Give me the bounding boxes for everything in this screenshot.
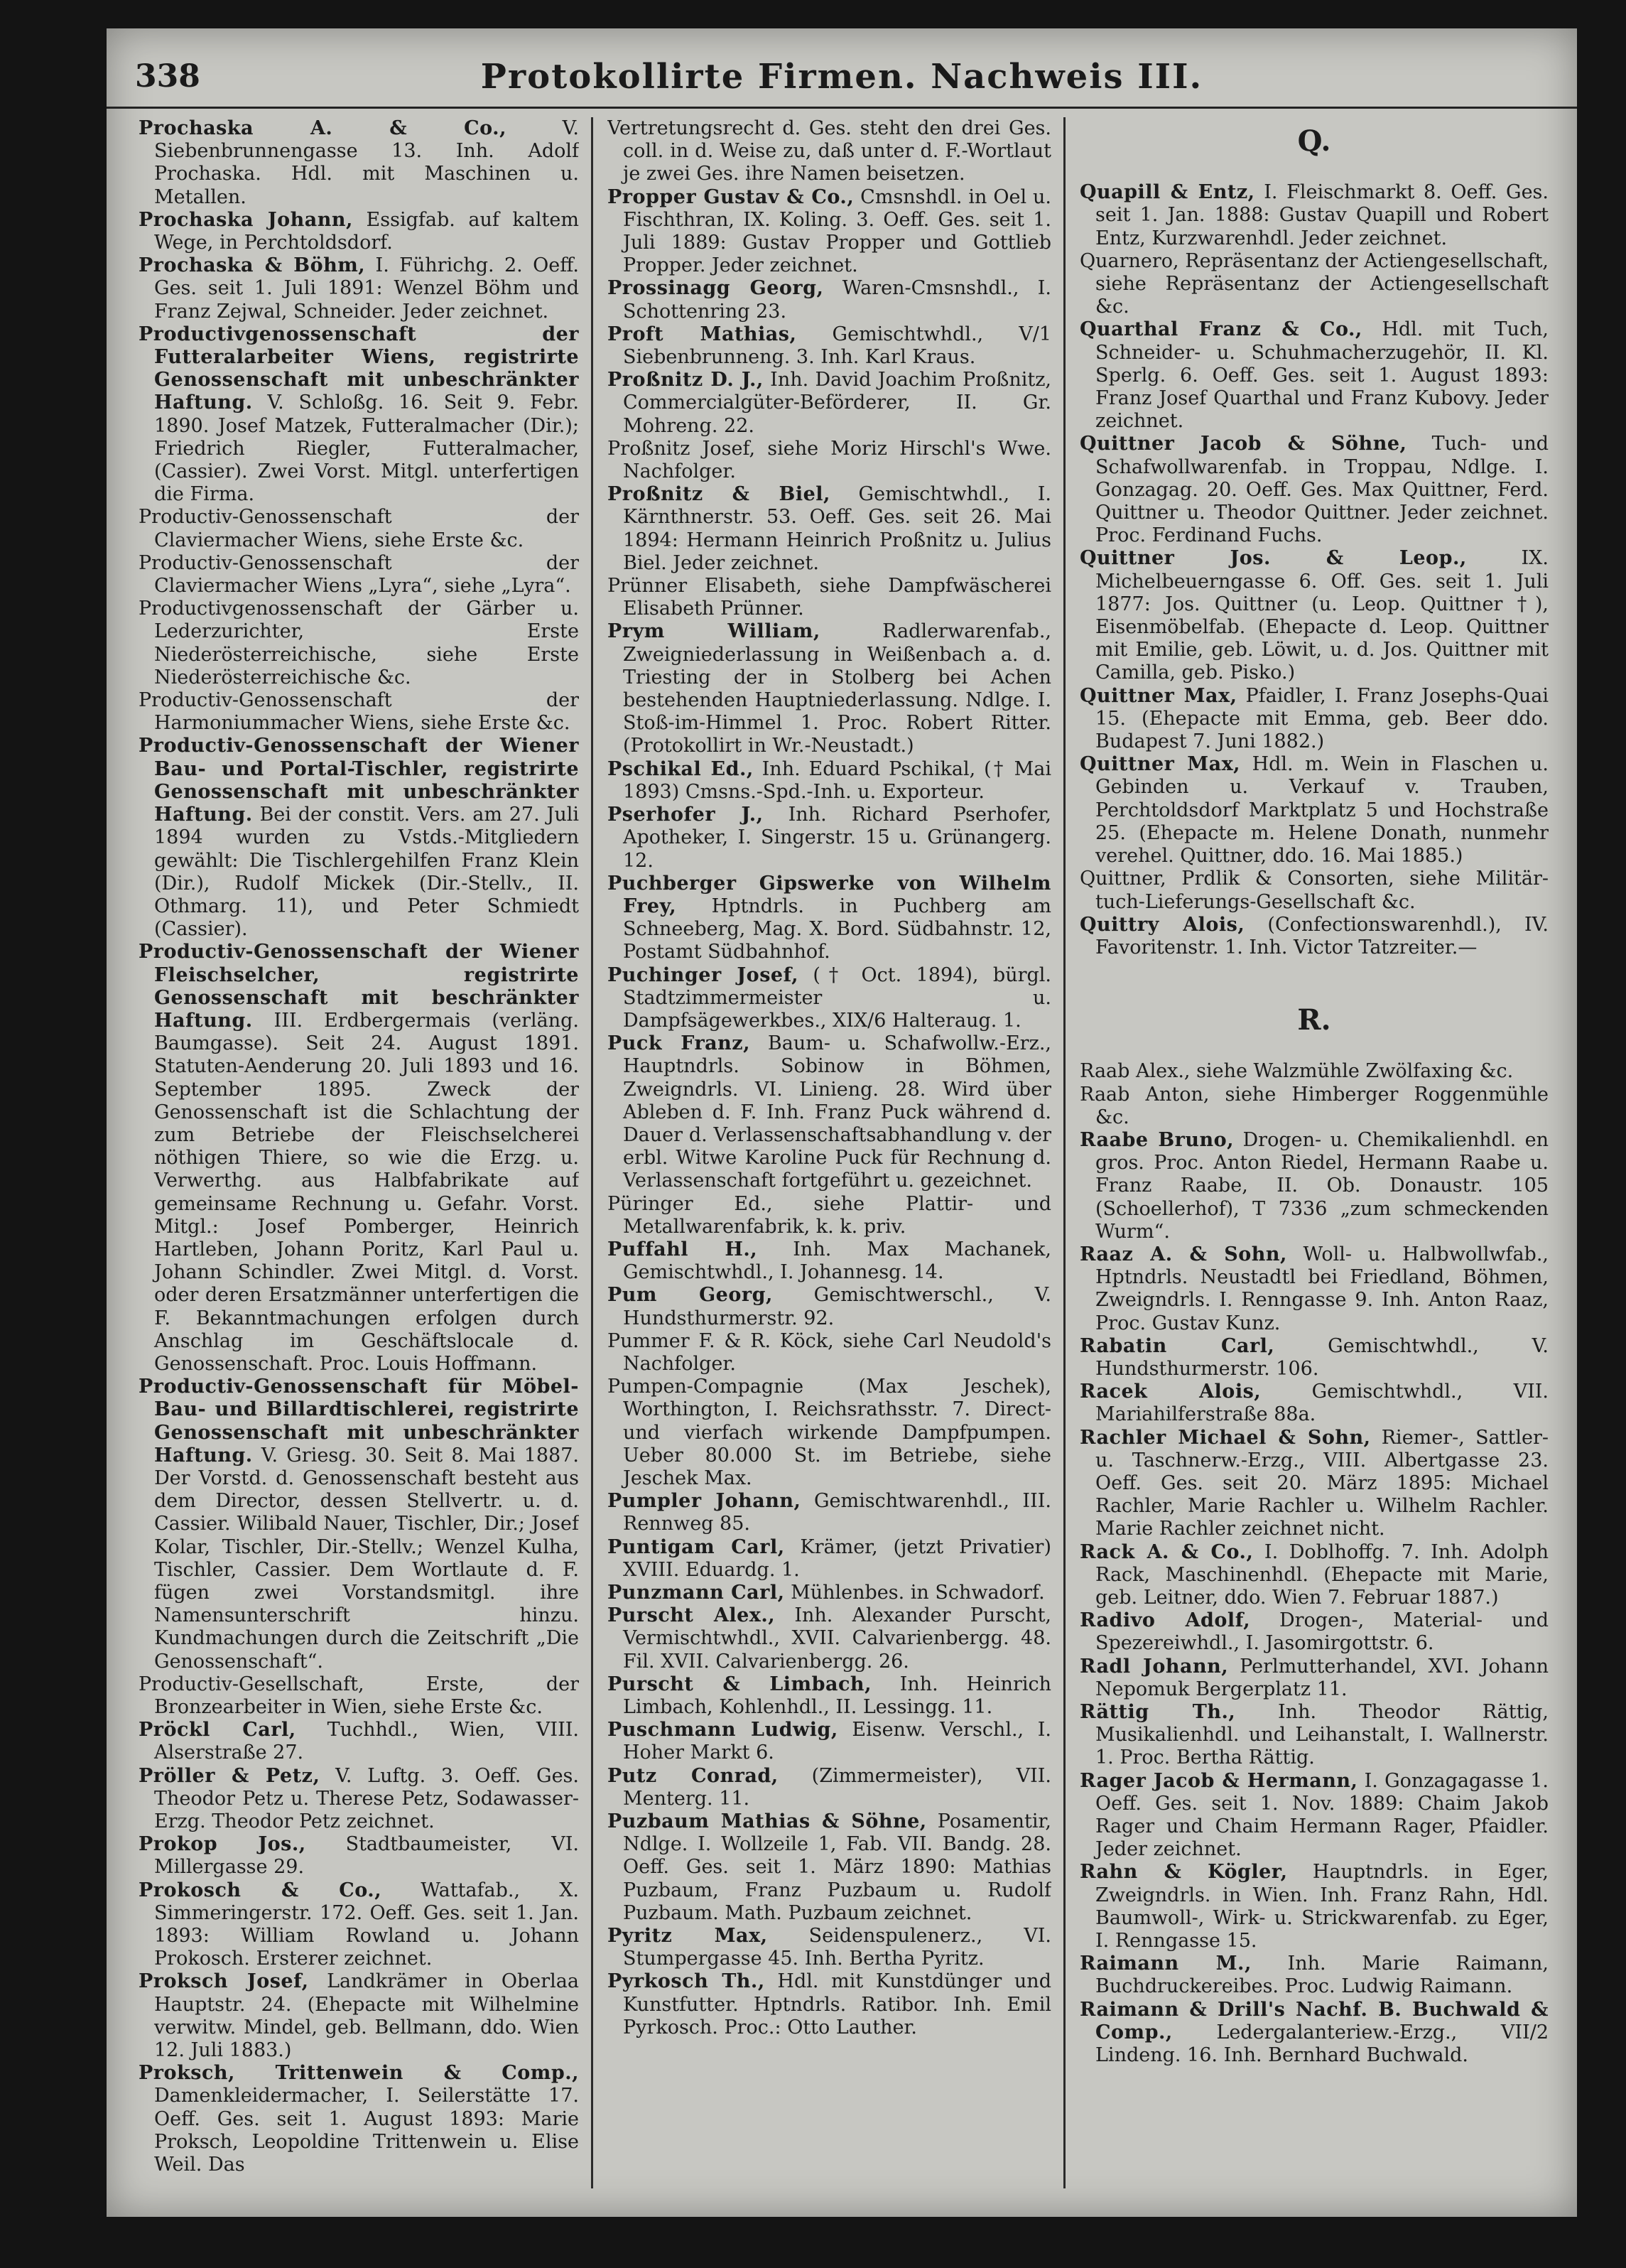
column-left <box>139 117 579 2188</box>
entry-text: Mühlenbes. in Schwadorf. <box>784 1582 1045 1604</box>
section-q-entries <box>1080 181 1549 959</box>
firm-name: Raaz A. & Sohn, <box>1080 1243 1287 1265</box>
entry-text: Bei der constit. Vers. am 27. Juli 1894 wurden zu Vstds.-Mitgliedern gewählt: Die Tischlergehilfen Franz Klein (Dir.), Rudolf Mickek (Dir.-Stellv., II. Othmarg. 11), und Peter Schmiedt (Cassier). <box>154 804 579 941</box>
directory-entry <box>139 1376 579 1673</box>
firm-name: Pschikal Ed., <box>607 757 754 780</box>
firm-name: Puchberger Gipswerke von Wilhelm Frey, <box>607 872 1051 917</box>
entry-text: Raab Alex., siehe Walzmühle Zwölfaxing &c. <box>1080 1060 1514 1083</box>
entry-text: V. Griesg. 30. Seit 8. Mai 1887. Der Vorstd. d. Genossenschaft besteht aus dem Director, dessen Stellvertr. u. d. Cassier. Wilibald Nauer, Tischler, Dir.; Josef Kolar, Tischler, Dir.-Stellv.; Wenzel Kulha, Tischler, Cassier. Dem Wortlaute d. F. fügen zwei Vorstandsmitgl. ihre Namensunterschrift hinzu. Kundmachungen durch die Zeitschrift „Die Genossenschaft“. <box>154 1444 579 1673</box>
entry-text: Baum- u. Schafwollw.-Erz., Hauptndrls. Sobinow in Böhmen, Zweigndrls. VI. Linieng. 28. Wird über Ableben d. F. Inh. Franz Puck während d. Dauer d. Verlassenschaftsabhandlung v. der erbl. Witwe Karoline Puck für Rechnung d. Verlassenschaft fortgeführt u. gezeichnet. <box>623 1032 1051 1192</box>
directory-entry <box>139 1879 579 1971</box>
directory-entry <box>1080 1953 1549 1998</box>
entry-text: Vertretungsrecht d. Ges. steht den drei Ges. coll. in d. Weise zu, daß unter d. F.-Wortlaut je zwei Ges. ihre Namen beisetzen. <box>607 117 1051 185</box>
directory-entry <box>1080 868 1549 913</box>
directory-entry <box>139 689 579 735</box>
running-title: Protokollirte Firmen. Nachweis III. <box>480 57 1203 97</box>
entry-text: V. Siebenbrunnengasse 13. Inh. Adolf Prochaska. Hdl. mit Maschinen u. Metallen. <box>154 117 579 208</box>
entry-text: Drogen- u. Chemikalienhdl. en gros. Proc. Anton Riedel, Hermann Raabe u. Franz Raabe, II. Ob. Donaustr. 105 (Schoellerhof), T 7336 „zum schmeckenden Wurm“. <box>1095 1128 1549 1243</box>
firm-name: Quittner Max, <box>1080 753 1241 776</box>
directory-entry <box>607 277 1051 323</box>
entry-text: Inh. Theodor Rättig, Musikalienhdl. und Leihanstalt, I. Wallnerstr. 1. Proc. Bertha Rättig. <box>1095 1701 1549 1769</box>
entry-text: Productiv-Gesellschaft, Erste, der Bronzearbeiter in Wien, siehe Erste &c. <box>139 1673 579 1719</box>
firm-name: Puchinger Josef, <box>607 963 798 986</box>
directory-entry <box>139 323 579 507</box>
firm-name: Prochaska Johann, <box>139 208 353 231</box>
directory-entry <box>139 2062 579 2176</box>
entry-text: Tuchhdl., Wien, VIII. Alserstraße 27. <box>154 1719 579 1764</box>
firm-name: Rättig Th., <box>1080 1701 1236 1723</box>
directory-entry <box>1080 685 1549 754</box>
directory-entry <box>139 254 579 323</box>
firm-name: Puschmann Ludwig, <box>607 1719 838 1742</box>
directory-entry <box>139 209 579 254</box>
directory-entry <box>607 1376 1051 1490</box>
entry-text: Inh. David Joachim Proßnitz, Commercialgüter-Beförderer, II. Gr. Mohreng. 22. <box>623 369 1051 437</box>
firm-name: Puck Franz, <box>607 1032 751 1055</box>
directory-entry <box>607 369 1051 438</box>
directory-entry <box>1080 1129 1549 1243</box>
directory-entry <box>607 1673 1051 1719</box>
firm-name: Pserhofer J., <box>607 804 764 826</box>
entry-text: V. Schloßg. 16. Seit 9. Febr. 1890. Josef Matzek, Futteralmacher (Dir.); Friedrich Riegler, Futteralmacher, (Cassier). Zwei Vorst. Mitgl. unterfertigen die Firma. <box>154 392 579 506</box>
directory-entry <box>607 1490 1051 1535</box>
entry-text: Landkrämer in Oberlaa Hauptstr. 24. (Ehepacte mit Wilhelmine verwitw. Mindel, geb. Bellmann, ddo. Wien 12. Juli 1883.) <box>154 1970 579 2062</box>
firm-name: Quittry Alois, <box>1080 913 1245 936</box>
firm-name: Quarthal Franz & Co., <box>1080 318 1362 341</box>
directory-entry <box>1080 1243 1549 1335</box>
entry-text: Productiv-Genossenschaft der Claviermacher Wiens „Lyra“, siehe „Lyra“. <box>139 551 579 598</box>
entry-text: Gemischtwerschl., V. Hundsthurmerstr. 92. <box>623 1284 1051 1329</box>
firm-name: Raimann & Drill's Nachf. B. Buchwald & Comp., <box>1080 1998 1549 2043</box>
entry-text: Posamentir, Ndlge. I. Wollzeile 1, Fab. VII. Bandg. 28. Oeff. Ges. seit 1. März 1890: Mathias Puzbaum, Franz Puzbaum u. Rudolf Puzbaum. Math. Puzbaum zeichnet. <box>623 1810 1051 1924</box>
entry-text: Inh. Richard Pserhofer, Apotheker, I. Singerstr. 15 u. Grünangerg. 12. <box>623 804 1051 872</box>
directory-entry <box>1080 1381 1549 1426</box>
directory-entry <box>607 1970 1051 2039</box>
firm-name: Rager Jacob & Hermann, <box>1080 1769 1358 1792</box>
entry-text: Püringer Ed., siehe Plattir- und Metallwarenfabrik, k. k. priv. <box>607 1192 1051 1238</box>
entry-text: I. Gonzagagasse 1. Oeff. Ges. seit 1. Nov. 1889: Chaim Jakob Rager und Chaim Hermann Rager, Pfaidler. Jeder zeichnet. <box>1095 1769 1549 1861</box>
firm-name: Prokop Jos., <box>139 1833 306 1856</box>
directory-entry <box>1080 318 1549 433</box>
entry-text: Hdl. mit Kunstdünger und Kunstfutter. Hptndrls. Ratibor. Inh. Emil Pyrkosch. Proc.: Otto Lauther. <box>623 1970 1051 2038</box>
firm-name: Prym William, <box>607 620 820 643</box>
firm-name: Pyrkosch Th., <box>607 1970 765 1993</box>
entry-text: Stadtbaumeister, VI. Millergasse 29. <box>154 1833 579 1879</box>
firm-name: Pröckl Carl, <box>139 1719 296 1742</box>
firm-name: Quapill & Entz, <box>1080 181 1255 204</box>
firm-name: Rachler Michael & Sohn, <box>1080 1426 1371 1449</box>
entry-text: Gemischtwhdl., I. Kärnthnerstr. 53. Oeff. Ges. seit 26. Mai 1894: Hermann Heinrich Proßnitz u. Julius Biel. Jeder zeichnet. <box>623 483 1051 574</box>
entry-text: IX. Michelbeuerngasse 6. Off. Ges. seit 1. Juli 1877: Jos. Quittner (u. Leop. Quittner †), Eisenmöbelfab. (Ehepacte d. Leop. Quittner mit Emilie, geb. Löwit, u. d. Jos. Quittner mit Camilla, geb. Pisko.) <box>1095 547 1549 684</box>
directory-entry <box>139 941 579 1376</box>
firm-name: Purscht Alex., <box>607 1604 776 1627</box>
entry-text: Essigfab. auf kaltem Wege, in Perchtoldsdorf. <box>154 208 579 254</box>
directory-entry <box>139 1765 579 1834</box>
firm-name: Rahn & Kögler, <box>1080 1861 1288 1884</box>
entry-text: (Zimmermeister), VII. Menterg. 11. <box>623 1764 1051 1810</box>
entry-text: Perlmutterhandel, XVI. Johann Nepomuk Bergerplatz 11. <box>1095 1655 1549 1700</box>
firm-name: Proksch, Trittenwein & Comp., <box>139 2062 579 2085</box>
entry-text: Seidenspulenerz., VI. Stumpergasse 45. Inh. Bertha Pyritz. <box>623 1925 1051 1970</box>
firm-name: Quittner Jacob & Söhne, <box>1080 433 1407 455</box>
directory-entry <box>1080 1656 1549 1701</box>
directory-entry <box>139 1970 579 2062</box>
directory-entry <box>139 1673 579 1719</box>
firm-name: Proksch Josef, <box>139 1970 309 1993</box>
firm-name: Prokosch & Co., <box>139 1879 382 1901</box>
entry-text: Krämer, (jetzt Privatier) XVIII. Eduardg. 1. <box>623 1535 1051 1581</box>
directory-entry <box>607 620 1051 757</box>
firm-name: Pyritz Max, <box>607 1925 768 1948</box>
directory-entry <box>607 1284 1051 1329</box>
entry-text: Ledergalanteriew.-Erzg., VII/2 Lindeng. 16. Inh. Bernhard Buchwald. <box>1095 2021 1549 2067</box>
directory-entry <box>607 1810 1051 1925</box>
entry-text: Hdl. mit Tuch, Schneider- u. Schuhmacherzugehör, II. Kl. Sperlg. 6. Oeff. Ges. seit 1. August 1893: Franz Josef Quarthal und Franz Kubovy. Jeder zeichnet. <box>1095 318 1549 433</box>
entry-text: Pumpen-Compagnie (Max Jeschek), Worthington, I. Reichsrathsstr. 7. Direct- und vierfach wirkende Dampfpumpen. Ueber 80.000 St. im Betriebe, siehe Jeschek Max. <box>607 1376 1051 1489</box>
directory-entry <box>1080 1084 1549 1129</box>
directory-entry <box>607 804 1051 873</box>
firm-name: Purscht & Limbach, <box>607 1673 872 1695</box>
entry-text: Gemischtwhdl., VII. Mariahilferstraße 88a. <box>1095 1381 1549 1426</box>
firm-name: Productiv-Genossenschaft für Möbel-Bau- und Billardtischlerei, registrirte Genossenschaft mit unbeschränkter Haftung. <box>139 1376 579 1467</box>
page-number: 338 <box>135 58 200 94</box>
firm-name: Quittner Max, <box>1080 684 1237 707</box>
directory-entry <box>607 1925 1051 1970</box>
entry-text: Gemischtwhdl., V. Hundsthurmerstr. 106. <box>1095 1334 1549 1380</box>
firm-name: Proßnitz & Biel, <box>607 483 830 506</box>
entry-text: Waren-Cmsnshdl., I. Schottenring 23. <box>623 277 1051 323</box>
firm-name: Raimann M., <box>1080 1953 1252 1975</box>
entry-text: Inh. Heinrich Limbach, Kohlenhdl., II. Lessingg. 11. <box>623 1673 1051 1719</box>
entry-text: I. Fleischmarkt 8. Oeff. Ges. seit 1. Jan. 1888: Gustav Quapill und Robert Entz, Kurzwarenhdl. Jeder zeichnet. <box>1095 181 1549 249</box>
entry-text: Inh. Max Machanek, Gemischtwhdl., I. Johannesg. 14. <box>623 1238 1051 1284</box>
directory-entry <box>139 506 579 551</box>
column-divider <box>1063 117 1066 2188</box>
directory-entry <box>139 598 579 689</box>
entry-text: Productiv-Genossenschaft der Harmoniummacher Wiens, siehe Erste &c. <box>139 689 579 735</box>
firm-name: Productiv-Genossenschaft der Wiener Fleischselcher, registrirte Genossenschaft mit beschränkter Haftung. <box>139 941 579 1032</box>
directory-entry <box>607 1604 1051 1673</box>
directory-entry <box>607 1193 1051 1238</box>
directory-entry <box>607 758 1051 804</box>
firm-name: Prochaska & Böhm, <box>139 254 366 277</box>
directory-entry <box>1080 1861 1549 1953</box>
entry-text: I. Doblhoffg. 7. Inh. Adolph Rack, Maschinenhdl. (Ehepacte mit Marie, geb. Leitner, ddo. Wien 7. Februar 1887.) <box>1095 1540 1549 1609</box>
directory-entry <box>1080 1427 1549 1541</box>
directory-entry <box>607 438 1051 483</box>
directory-entry <box>607 575 1051 620</box>
entry-text: Gemischtwarenhdl., III. Rennweg 85. <box>623 1490 1051 1535</box>
directory-entry <box>607 1330 1051 1376</box>
firm-name: Radl Johann, <box>1080 1655 1229 1678</box>
directory-entry <box>1080 181 1549 250</box>
firm-name: Proßnitz D. J., <box>607 369 764 392</box>
firm-name: Radivo Adolf, <box>1080 1609 1251 1632</box>
entry-text: Inh. Alexander Purscht, Vermischtwhdl., XVII. Calvarienbergg. 48. Fil. XVII. Calvarienbergg. 26. <box>623 1604 1051 1673</box>
section-heading-r: R. <box>1297 1003 1331 1037</box>
firm-name: Punzmann Carl, <box>607 1582 785 1604</box>
directory-entry <box>1080 433 1549 547</box>
directory-entry <box>607 117 1051 186</box>
directory-entry <box>139 117 579 209</box>
entry-text: Quittner, Prdlik & Consorten, siehe Militär-tuch-Lieferungs-Gesellschaft &c. <box>1080 868 1549 913</box>
directory-entry <box>607 964 1051 1033</box>
column-divider <box>591 117 593 2188</box>
entry-text: Pummer F. & R. Köck, siehe Carl Neudold's Nachfolger. <box>607 1329 1051 1375</box>
firm-name: Puzbaum Mathias & Söhne, <box>607 1810 927 1833</box>
entry-text: Prünner Elisabeth, siehe Dampfwäscherei Elisabeth Prünner. <box>607 575 1051 620</box>
firm-name: Pum Georg, <box>607 1284 773 1307</box>
entry-text: Radlerwarenfab., Zweigniederlassung in Weißenbach a. d. Triesting der in Stolberg bei Achen bestehenden Hauptniederlassung. Ndlge. I. Stoß-im-Himmel 1. Proc. Robert Ritter. (Protokollirt in Wr.-Neustadt.) <box>623 620 1051 757</box>
entry-text: (Confectionswarenhdl.), IV. Favoritenstr. 1. Inh. Victor Tatzreiter.— <box>1095 913 1549 958</box>
entry-text: († Oct. 1894), bürgl. Stadtzimmermeister u. Dampfsägewerkbes., XIX/6 Halteraug. 1. <box>623 963 1051 1032</box>
directory-entry <box>1080 1770 1549 1862</box>
entry-text: Eisenw. Verschl., I. Hoher Markt 6. <box>623 1719 1051 1764</box>
entry-text: I. Führichg. 2. Oeff. Ges. seit 1. Juli 1891: Wenzel Böhm und Franz Zejwal, Schneider. Jeder zeichnet. <box>154 254 579 323</box>
entry-text: Riemer-, Sattler- u. Taschnerw.-Erzg., VIII. Albertgasse 23. Oeff. Ges. seit 20. März 1895: Michael Rachler, Marie Rachler u. Wilhelm Rachler. Marie Rachler zeichnet nicht. <box>1095 1426 1549 1540</box>
entry-text: Gemischtwhdl., V/1 Siebenbrunneng. 3. Inh. Karl Kraus. <box>623 323 1051 369</box>
entry-text: V. Luftg. 3. Oeff. Ges. Theodor Petz u. Therese Petz, Sodawasser-Erzg. Theodor Petz zeichnet. <box>154 1764 579 1833</box>
directory-entry <box>1080 250 1549 319</box>
firm-name: Puffahl H., <box>607 1238 758 1260</box>
directory-entry <box>139 1719 579 1764</box>
firm-name: Proft Mathias, <box>607 323 797 345</box>
entry-text: Productivgenossenschaft der Gärber u. Lederzurichter, Erste Niederösterreichische, siehe Erste Niederösterreichische &c. <box>139 598 579 688</box>
entry-text: Quarnero, Repräsentanz der Actiengesellschaft, siehe Repräsentanz der Actiengesellschaft &c. <box>1080 249 1549 318</box>
directory-entry <box>1080 547 1549 684</box>
directory-entry <box>607 1582 1051 1604</box>
entry-text: Hptndrls. in Puchberg am Schneeberg, Mag. X. Bord. Südbahnstr. 12, Postamt Südbahnhof. <box>623 895 1051 963</box>
firm-name: Racek Alois, <box>1080 1381 1262 1403</box>
firm-name: Prochaska A. & Co., <box>139 117 506 139</box>
firm-name: Quittner Jos. & Leop., <box>1080 547 1467 570</box>
directory-entry <box>1080 1541 1549 1610</box>
firm-name: Putz Conrad, <box>607 1764 779 1787</box>
firm-name: Productivgenossenschaft der Futteralarbeiter Wiens, registrirte Genossenschaft mit unbeschränkter Haftung. <box>139 323 579 414</box>
column-right <box>1080 117 1549 2188</box>
directory-entry <box>607 873 1051 964</box>
firm-name: Puntigam Carl, <box>607 1535 785 1558</box>
directory-entry <box>607 1238 1051 1284</box>
directory-entry <box>607 1765 1051 1810</box>
directory-entry <box>1080 1701 1549 1770</box>
directory-entry <box>607 323 1051 369</box>
directory-entry <box>607 483 1051 575</box>
entry-text: Inh. Marie Raimann, Buchdruckereibes. Proc. Ludwig Raimann. <box>1095 1953 1549 1998</box>
entry-text: Wattafab., X. Simmeringerstr. 172. Oeff. Ges. seit 1. Jan. 1893: William Rowland u. Johann Prokosch. Ersterer zeichnet. <box>154 1879 579 1970</box>
entry-text: Hauptndrls. in Eger, Zweigndrls. in Wien. Inh. Franz Rahn, Hdl. Baumwoll-, Wirk- u. Strickwarenfab. zu Eger, I. Renngasse 15. <box>1095 1861 1549 1953</box>
entry-text: Cmsnshdl. in Oel u. Fischthran, IX. Koling. 3. Oeff. Ges. seit 1. Juli 1889: Gustav Propper und Gottlieb Propper. Jeder zeichnet. <box>623 185 1051 277</box>
section-heading-q: Q. <box>1297 124 1331 158</box>
directory-entry <box>139 1833 579 1879</box>
directory-entry <box>1080 753 1549 868</box>
entry-text: Raab Anton, siehe Himberger Roggenmühle &c. <box>1080 1083 1549 1128</box>
firm-name: Rabatin Carl, <box>1080 1334 1275 1357</box>
firm-name: Pröller & Petz, <box>139 1764 320 1787</box>
section-r-entries <box>1080 1060 1549 2067</box>
entry-text: Damenkleidermacher, I. Seilerstätte 17. Oeff. Ges. seit 1. August 1893: Marie Proksch, Leopoldine Trittenwein u. Elise Weil. Das <box>154 2085 579 2176</box>
directory-entry <box>607 1536 1051 1582</box>
directory-entry <box>607 1719 1051 1764</box>
directory-entry <box>1080 1060 1549 1083</box>
firm-name: Pumpler Johann, <box>607 1490 801 1513</box>
directory-entry <box>607 186 1051 278</box>
firm-name: Prossinagg Georg, <box>607 277 824 300</box>
entry-text: Pfaidler, I. Franz Josephs-Quai 15. (Ehepacte mit Emma, geb. Beer ddo. Budapest 7. Juni 1882.) <box>1095 684 1549 753</box>
firm-name: Productiv-Genossenschaft der Wiener Bau- und Portal-Tischler, registrirte Genossenschaft mit unbeschränkter Haftung. <box>139 735 579 826</box>
entry-text: Productiv-Genossenschaft der Claviermacher Wiens, siehe Erste &c. <box>139 506 579 551</box>
directory-entry <box>1080 1999 1549 2068</box>
column-middle <box>607 117 1051 2188</box>
entry-text: Tuch- und Schafwollwarenfab. in Troppau, Ndlge. I. Gonzagag. 20. Oeff. Ges. Max Quittner, Ferd. Quittner u. Theodor Quittner. Jeder zeichnet. Proc. Ferdinand Fuchs. <box>1095 433 1549 547</box>
firm-name: Raabe Bruno, <box>1080 1128 1235 1151</box>
entry-text: Woll- u. Halbwollwfab., Hptndrls. Neustadtl bei Friedland, Böhmen, Zweigndrls. I. Renngasse 9. Inh. Anton Raaz, Proc. Gustav Kunz. <box>1095 1243 1549 1334</box>
firm-name: Rack A. & Co., <box>1080 1540 1254 1563</box>
entry-text: III. Erdbergermais (verläng. Baumgasse). Seit 24. August 1891. Statuten-Aenderung 20. Juli 1893 und 16. September 1895. Zweck der Genossenschaft ist die Schlachtung der zum Betriebe der Fleischselcherei nöthigen Thiere, so wie die Erzg. u. Verwerthg. aus Halbfabrikate auf gemeinsame Rechnung u. Gefahr. Vorst. Mitgl.: Josef Pomberger, Heinrich Hartleben, Johann Poritz, Karl Paul u. Johann Schindler. Zwei Mitgl. d. Vorst. oder deren Ersatzmänner unterfertigen die F. Bekanntmachungen erfolgen durch Anschlag im Geschäftslocale d. Genossenschaft. Proc. Louis Hoffmann. <box>154 1009 579 1375</box>
firm-name: Propper Gustav & Co., <box>607 185 855 208</box>
entry-text: Proßnitz Josef, siehe Moriz Hirschl's Wwe. Nachfolger. <box>607 437 1051 483</box>
directory-entry <box>139 735 579 941</box>
directory-entry <box>607 1032 1051 1192</box>
entry-text: Inh. Eduard Pschikal, († Mai 1893) Cmsns.-Spd.-Inh. u. Exporteur. <box>623 757 1051 803</box>
entry-text: Hdl. m. Wein in Flaschen u. Gebinden u. Verkauf v. Trauben, Perchtoldsdorf Marktplatz 5 und Hochstraße 25. (Ehepacte m. Helene Donath, nunmehr verehel. Quittner, ddo. 16. Mai 1885.) <box>1095 753 1549 868</box>
directory-entry <box>139 552 579 598</box>
directory-page <box>107 28 1577 2217</box>
directory-entry <box>1080 914 1549 959</box>
page-header <box>107 28 1577 109</box>
directory-entry <box>1080 1609 1549 1655</box>
directory-entry <box>1080 1335 1549 1381</box>
entry-text: Drogen-, Material- und Spezereiwhdl., I. Jasomirgottstr. 6. <box>1095 1609 1549 1655</box>
